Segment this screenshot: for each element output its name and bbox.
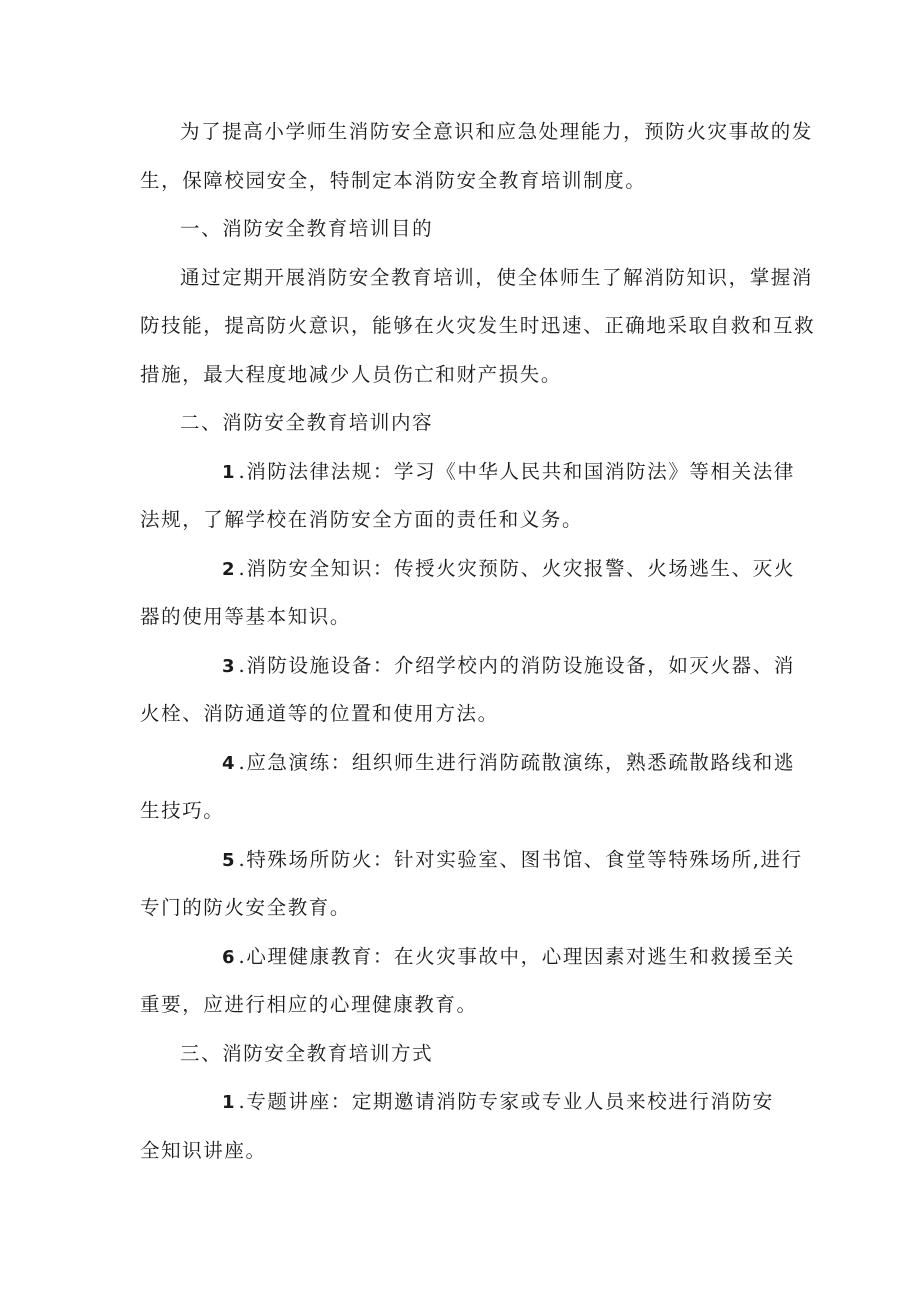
intro-paragraph-line-2: 生，保障校园安全，特制定本消防安全教育培训制度。 [140,169,647,192]
section-heading-purpose: 一、消防安全教育培训目的 [180,217,434,240]
list-item-text: .消防法律法规：学习《中华人民共和国消防法》等相关法律 [238,460,795,483]
list-item-2 [222,559,795,579]
list-item-text: .心理健康教育：在火灾事故中，心理因素对逃生和救援至关 [238,945,795,968]
purpose-paragraph-line-3: 措施，最大程度地减少人员伤亡和财产损失。 [140,363,563,386]
method-item-1-continued: 全知识讲座。 [140,1139,267,1162]
list-item-1 [222,462,795,482]
list-item-5 [222,850,803,870]
list-item-text: .消防安全知识：传授火灾预防、火灾报警、火场逃生、灭火 [238,557,795,580]
purpose-paragraph-line-1: 通过定期开展消防安全教育培训，使全体师生了解消防知识，掌握消 [180,266,814,289]
section-heading-methods: 三、消防安全教育培训方式 [180,1042,434,1065]
list-item-number: 5 [222,850,237,871]
list-item-number: 3 [222,656,237,677]
list-item-3 [222,656,795,676]
list-item-6-continued: 重要，应进行相应的心理健康教育。 [140,993,478,1016]
section-heading-content: 二、消防安全教育培训内容 [180,411,434,434]
list-item-6 [222,947,795,967]
list-item-number: 6 [222,947,237,968]
list-item-5-continued: 专门的防火安全教育。 [140,896,352,919]
list-item-1-continued: 法规，了解学校在消防安全方面的责任和义务。 [140,508,584,531]
list-item-3-continued: 火栓、消防通道等的位置和使用方法。 [140,702,499,725]
list-item-number: 1 [222,462,237,483]
list-item-text: .应急演练：组织师生进行消防疏散演练，熟悉疏散路线和逃 [238,751,795,774]
list-item-number: 1 [222,1092,237,1113]
method-item-1 [222,1092,774,1112]
list-item-4-continued: 生技巧。 [140,799,225,822]
list-item-number: 2 [222,559,237,580]
intro-paragraph-line-1: 为了提高小学师生消防安全意识和应急处理能力，预防火灾事故的发 [180,120,814,143]
list-item-4 [222,753,795,773]
purpose-paragraph-line-2: 防技能，提高防火意识，能够在火灾发生时迅速、正确地采取自救和互救 [140,314,816,337]
list-item-text: .特殊场所防火：针对实验室、图书馆、食堂等特殊场所,进行 [238,848,803,871]
list-item-number: 4 [222,753,237,774]
list-item-text: .消防设施设备：介绍学校内的消防设施设备，如灭火器、消 [238,654,795,677]
list-item-2-continued: 器的使用等基本知识。 [140,605,352,628]
list-item-text: .专题讲座：定期邀请消防专家或专业人员来校进行消防安 [238,1090,774,1113]
